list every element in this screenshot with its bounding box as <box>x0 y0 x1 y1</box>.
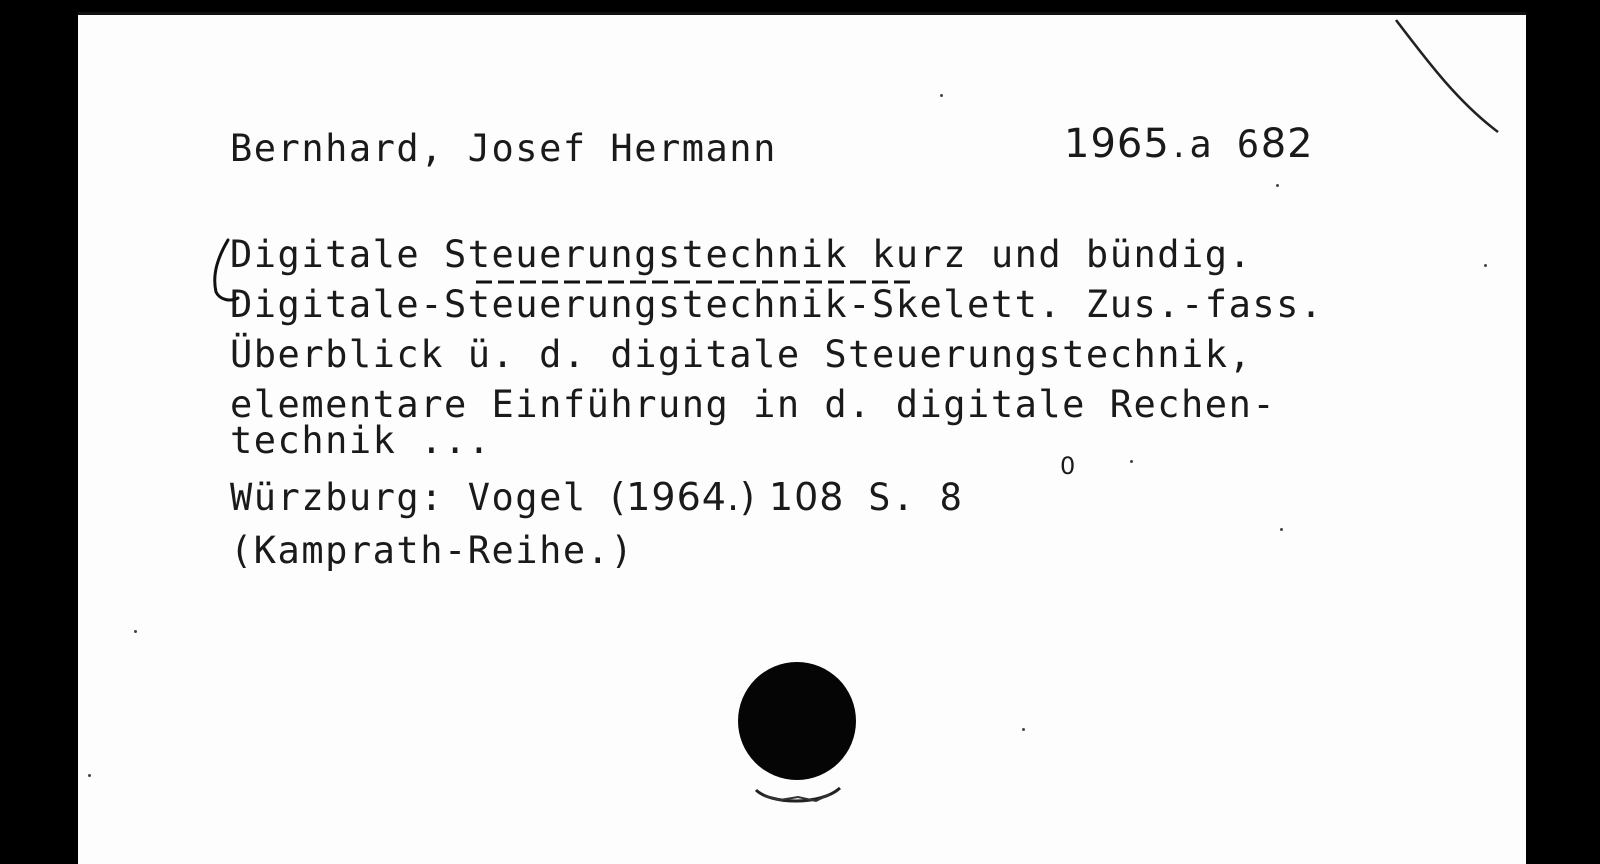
bracket-mark <box>215 240 238 300</box>
corner-pencil-stroke <box>1396 20 1498 132</box>
call-number-end: 82 <box>1260 121 1314 167</box>
title-line-1: Digitale Steuerungstechnik kurz und bündig. <box>230 233 1253 276</box>
imprint-year-pages: (1964.) 108 <box>610 475 845 519</box>
imprint-format: S. 8 <box>844 476 964 519</box>
author-name: Bernhard, Josef Hermann <box>230 127 777 170</box>
punch-hole-tear <box>750 770 846 806</box>
call-number-typed: a 6 <box>1189 123 1261 166</box>
title-line-2: Digitale-Steuerungstechnik-Skelett. Zus.-fass. <box>230 283 1324 326</box>
speck <box>1484 264 1487 267</box>
speck <box>1022 728 1025 731</box>
title-line-4: elementare Einführung in d. digitale Rechen- <box>230 383 1277 426</box>
format-superscript: 0 <box>1060 452 1076 480</box>
imprint-place: Würzburg: Vogel <box>230 476 611 519</box>
call-number-sep: . <box>1169 130 1190 165</box>
speck <box>1280 528 1283 531</box>
speck <box>134 630 137 633</box>
catalog-card <box>78 12 1526 864</box>
speck <box>88 774 91 777</box>
title-line-5: technik ... <box>230 419 492 462</box>
call-number-year: 1965 <box>1064 121 1170 167</box>
series-statement: (Kamprath-Reihe.) <box>230 529 635 572</box>
title-line-3: Überblick ü. d. digitale Steuerungstechnik, <box>230 333 1253 376</box>
punch-hole <box>738 662 856 780</box>
speck <box>940 94 943 97</box>
speck <box>1276 184 1279 187</box>
speck <box>1130 460 1133 463</box>
